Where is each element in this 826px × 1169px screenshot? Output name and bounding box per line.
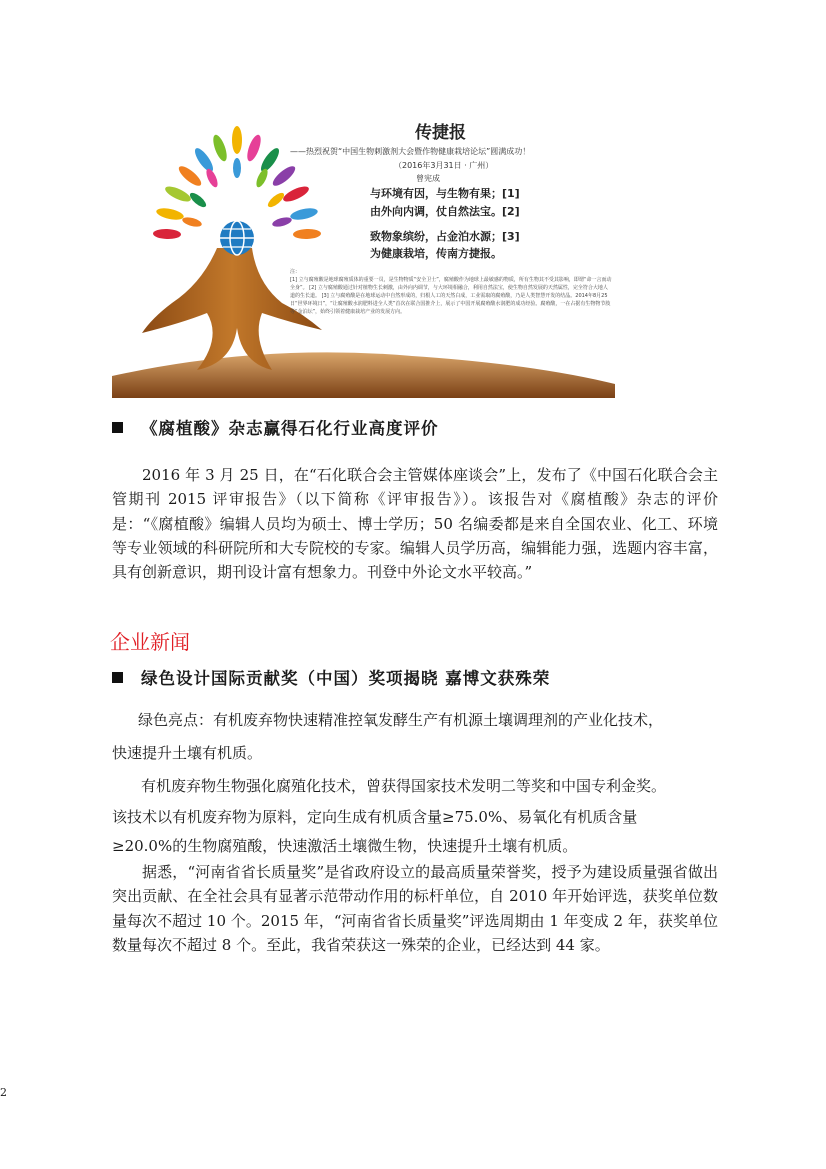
poster-subtitle: ——热烈祝贺“中国生物刺激剂大会暨作物健康栽培论坛”圆满成功！ — [290, 147, 531, 156]
poster-date: （2016年3月31日 · 广州） — [394, 161, 494, 170]
poster-notes-label: 注： — [290, 269, 301, 275]
award-heading — [112, 665, 550, 689]
section-title-news: 企业新闻 — [110, 630, 190, 654]
tech-line-1: 有机废弃物生物强化腐殖化技术，曾获得国家技术发明二等奖和中国专利金奖。 — [141, 777, 667, 795]
poster-notes-text: [1] 立与腐殖酸是地球腐殖质体的重要一员，是生物物质“安全卫士”，腐殖酸作为地球上最敏感的物质，所有生物其不受其影响，即谓“命一言而动全身”。 [2] 立与腐殖酸通过针对植物生长刺激，由外向内调节，与大环境相融合，利用自然法宝，使生物自然发展的天然属性，完全符合大地人道的生长道。 [3] 立与腐殖酸是在地球运动中自然形成的，归根人工的天然白成，工业需取的腐殖酸，乃是人类智慧开发的结晶。2014年8月25日“世界环境日”，“让腐殖酸水润肥料进全人类”首次在联合国推介上，展示了中国开展腐殖酸水润肥的成功经验。腐殖酸，一在占据有生物物节肢等“金泊坛”，始终引领着健康栽培产业的发展方向。 — [290, 277, 612, 315]
poster-title: 传捷报 — [415, 123, 466, 143]
journal-paragraph: 2016 年 3 月 25 日，在“石化联合会主管媒体座谈会”上，发布了《中国石化联合会主管期刊 2015 评审报告》（以下简称《评审报告》）。该报告对《腐植酸》杂志的评价是：“《腐植酸》编辑人员均为硕士、博士学历；50 名编委都是来自全国农业、化工、环境等专业领域的科研院所和大专院校的专家。编辑人员学历高，编辑能力强，选题内容丰富，具有创新意识，期刊设计富有想象力。刊登中外论文水平较高。” — [112, 466, 718, 582]
bullet-square-icon — [112, 672, 123, 683]
poster-notes — [290, 268, 612, 316]
poster-line-4: 为健康栽培，传南方捷报。 — [370, 247, 502, 260]
henan-paragraph: 据悉，“河南省省长质量奖”是省政府设立的最高质量荣誉奖，授予为建设质量强省做出突出贡献、在全社会具有显著示范带动作用的标杆单位，自 2010 年开始评选，获奖单位数量每次不超过 10 个。2015 年，“河南省省长质量奖”评选周期由 1 年变成 2 年，获奖单位数量每次不超过 8 个。至此，我省荣获这一殊荣的企业，已经达到 44 家。 — [112, 863, 718, 954]
page-number: 2 — [0, 1086, 7, 1099]
award-heading-text: 绿色设计国际贡献奖（中国）奖项揭晓 嘉博文获殊荣 — [141, 669, 551, 688]
journal-heading — [112, 415, 439, 439]
poster-author: 曾宪成 — [416, 174, 440, 183]
poster-line-1: 与环境有因，与生物有果；[1] — [370, 187, 520, 200]
bullet-square-icon — [112, 422, 123, 433]
tech-line-2: 该技术以有机废弃物为原料，定向生成有机质含量≥75.0%、易氧化有机质含量 — [112, 808, 638, 826]
award-line-1: 绿色亮点：有机废弃物快速精准控氧发酵生产有机源土壤调理剂的产业化技术， — [138, 711, 664, 729]
journal-heading-text: 《腐植酸》杂志赢得石化行业高度评价 — [141, 419, 439, 438]
globe-icon — [220, 221, 254, 255]
poster-image — [112, 108, 615, 398]
tech-line-3: ≥20.0%的生物腐殖酸，快速激活土壤微生物，快速提升土壤有机质。 — [112, 837, 578, 855]
poster-line-3: 致物象缤纷，占金泊水源；[3] — [370, 230, 520, 243]
poster-line-2: 由外向内调，仗自然法宝。[2] — [370, 205, 520, 218]
award-line-2: 快速提升土壤有机质。 — [112, 744, 263, 762]
